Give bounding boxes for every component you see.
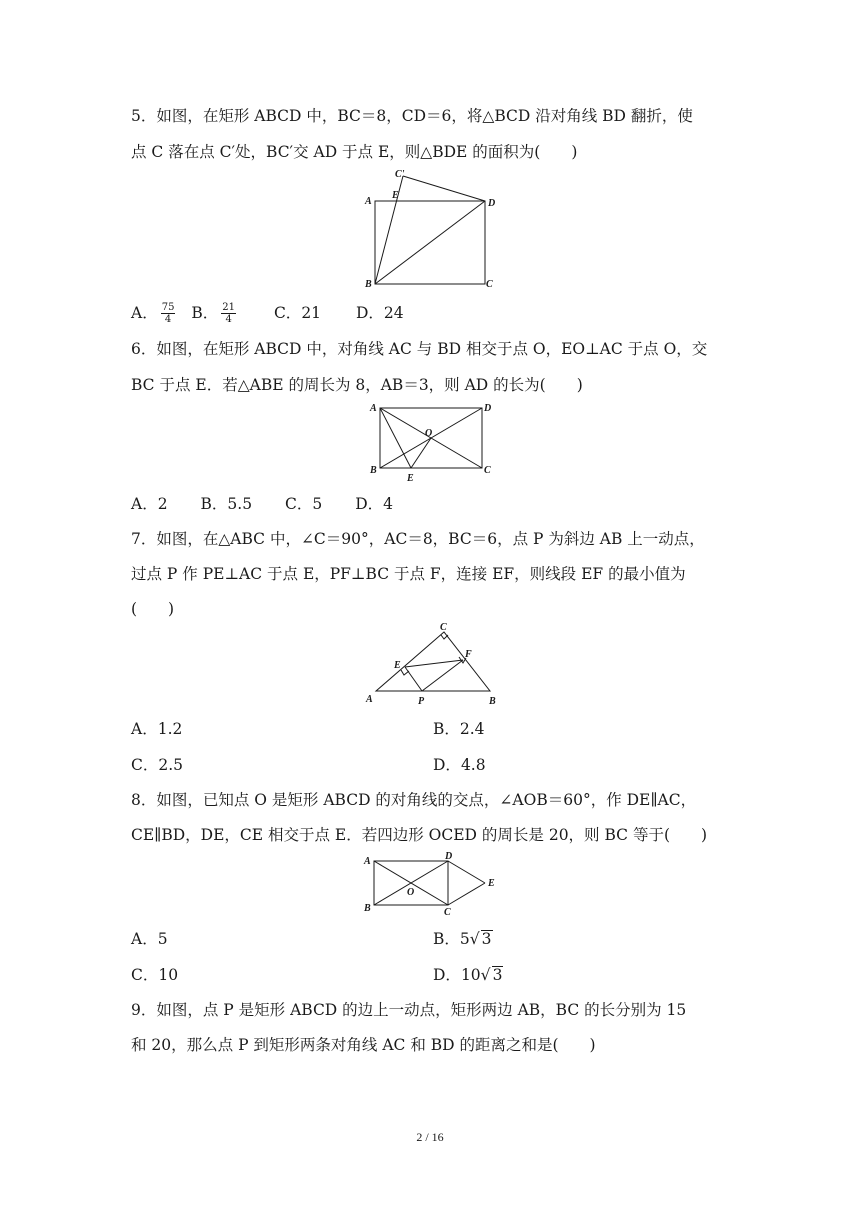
q8-label-d: D	[445, 851, 453, 862]
q8-option-d[interactable]: D．10√ 3	[433, 966, 503, 984]
q8-option-b[interactable]: B．5√ 3	[433, 930, 492, 948]
q9-line-1: 9．如图，点 P 是矩形 ABCD 的边上一动点，矩形两边 AB，BC 的长分别为 15	[131, 1001, 687, 1019]
q7-option-c[interactable]: C．2.5	[131, 756, 184, 774]
q7-figure	[362, 620, 506, 710]
q6-label-b: B	[370, 465, 377, 476]
q7-option-a[interactable]: A．1.2	[131, 720, 183, 738]
q8-option-a[interactable]: A．5	[131, 930, 168, 948]
q5-label-d: D	[488, 198, 496, 209]
q7-label-f: F	[465, 649, 472, 660]
q7-label-a: A	[366, 694, 373, 705]
q6-options	[131, 494, 393, 514]
q6-option-a[interactable]: A．2	[131, 495, 168, 513]
q6-label-a: A	[370, 403, 377, 414]
q7-label-e: E	[394, 660, 401, 671]
q8-line-1: 8．如图，已知点 O 是矩形 ABCD 的对角线的交点，∠AOB＝60°，作 DE∥AC，	[131, 791, 697, 809]
page-number: 2 / 16	[416, 1130, 444, 1144]
q6-option-c[interactable]: C．5	[285, 495, 323, 513]
q8-label-b: B	[364, 903, 371, 914]
sqrt-sign-icon: √	[480, 966, 491, 984]
q5-option-b[interactable]: B． $\frac{21}{4}$	[191, 302, 235, 325]
q5-option-a[interactable]: A． $\frac{75}{4}$	[131, 302, 175, 325]
q5-options	[131, 302, 404, 325]
q5-option-d[interactable]: D．24	[355, 303, 404, 322]
q6-line-1: 6．如图，在矩形 ABCD 中，对角线 AC 与 BD 相交于点 O，EO⊥AC 于点 O，交	[131, 340, 708, 358]
q8-figure	[360, 849, 508, 919]
q7-line-2: 过点 P 作 PE⊥AC 于点 E，PF⊥BC 于点 F，连接 EF，则线段 EF 的最小值为	[131, 565, 686, 583]
q6-label-e: E	[407, 473, 414, 484]
q7-line-1: 7．如图，在△ABC 中，∠C＝90°，AC＝8，BC＝6，点 P 为斜边 AB 上一动点，	[131, 530, 705, 548]
q5-option-c[interactable]: C．21	[273, 303, 322, 322]
q7-line-3: ( )	[131, 600, 175, 618]
q7-option-d[interactable]: D．4.8	[433, 756, 486, 774]
q5-line-2: 点 C 落在点 C′处，BC′交 AD 于点 E，则△BDE 的面积为( )	[131, 143, 578, 161]
q6-option-d[interactable]: D．4	[355, 495, 393, 513]
q8-label-a: A	[364, 856, 371, 867]
q7-label-p: P	[418, 696, 425, 707]
q7-label-c: C	[440, 622, 447, 633]
q6-label-c: C	[484, 465, 491, 476]
q5-option-a-fraction: $\frac{75}{4}$	[161, 302, 175, 325]
q7-label-b: B	[489, 696, 496, 707]
q5-option-b-fraction: $\frac{21}{4}$	[222, 302, 235, 325]
q8-line-2: CE∥BD，DE，CE 相交于点 E．若四边形 OCED 的周长是 20，则 BC 等于( )	[131, 826, 708, 844]
q6-label-o: O	[425, 428, 433, 439]
q6-line-2: BC 于点 E．若△ABE 的周长为 8，AB＝3，则 AD 的长为( )	[131, 376, 583, 394]
q5-line-1: 5．如图，在矩形 ABCD 中，BC＝8，CD＝6，将△BCD 沿对角线 BD 翻折，使	[131, 107, 693, 125]
q6-figure	[366, 400, 496, 486]
q7-option-b[interactable]: B．2.4	[433, 720, 485, 738]
q5-label-a: A	[365, 196, 372, 207]
q5-figure	[360, 166, 500, 292]
q6-label-d: D	[484, 403, 492, 414]
q8-label-o: O	[407, 887, 415, 898]
q8-option-c[interactable]: C．10	[131, 966, 179, 984]
q5-label-c: C	[486, 279, 493, 290]
q8-label-e: E	[488, 878, 495, 889]
q5-label-cprime: C'	[395, 169, 405, 180]
q9-line-2: 和 20，那么点 P 到矩形两条对角线 AC 和 BD 的距离之和是( )	[131, 1036, 596, 1054]
q6-option-b[interactable]: B．5.5	[200, 495, 253, 513]
sqrt-sign-icon: √	[469, 930, 480, 948]
q5-label-e: E	[392, 190, 399, 201]
q5-label-b: B	[365, 279, 372, 290]
q8-label-c: C	[444, 907, 451, 918]
